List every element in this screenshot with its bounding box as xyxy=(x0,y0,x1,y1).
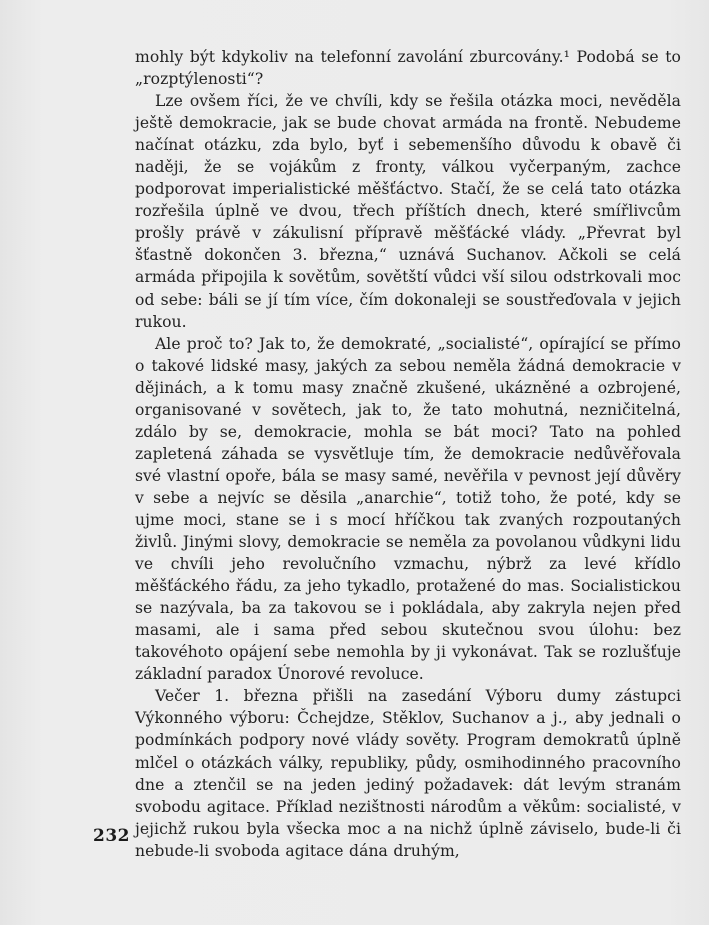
page-number: 232 xyxy=(93,826,130,846)
paragraph-3: Ale proč to? Jak to, že demokraté, „socialisté“, opírající se přímo o takové lidské masy, jakých za sebou neměla žádná demokracie v dějinách, a k tomu masy značně zkušené, ukázněné a ozbrojené, organisované v sovětech, jak to, že tato mohutná, nezničitelná, zdálo by se, demokracie, mohla se bát moci? Tato na pohled zapletená záhada se vysvětluje tím, že demokracie nedůvěřovala své vlastní opoře, bála se masy samé, nevěřila v pevnost její důvěry v sebe a nejvíc se děsila „anarchie“, totiž toho, že poté, kdy se ujme moci, stane se i s mocí hříčkou tak zvaných rozpoutaných živlů. Jinými slovy, demokracie se neměla za povolanou vůdkyni lidu ve chvíli jeho revolučního vzmachu, nýbrž za levé křídlo měšťáckého řádu, za jeho tykadlo, protažené do mas. Socialistickou se nazývala, ba za takovou se i pokládala, aby zakryla nejen před masami, ale i sama před sebou skutečnou svou úlohu: bez takovéhoto opájení sebe nemohla by ji vykonávat. Tak se rozlušťuje základní paradox Únorové revoluce. xyxy=(135,334,681,684)
body-text xyxy=(135,46,681,862)
paragraph-1: mohly být kdykoliv na telefonní zavolání zburcovány.¹ Podobá se to „rozptýlenosti“? xyxy=(135,48,681,89)
paragraph-2: Lze ovšem říci, že ve chvíli, kdy se řešila otázka moci, nevěděla ještě demokracie, jak se bude chovat armáda na frontě. Nebudeme načínat otázku, zda bylo, byť i sebemenšího důvodu k obavě či naději, že se vojákům z fronty, válkou vyčerpaným, zachce podporovat imperialistické měšťáctvo. Stačí, že se celá tato otázka rozřešila úplně ve dvou, třech příštích dnech, které smířlivcům prošly právě v zákulisní přípravě měšťácké vlády. „Převrat byl šťastně dokončen 3. března,“ uznává Suchanov. Ačkoli se celá armáda připojila k sovětům, sovětští vůdci vší silou odstrkovali moc od sebe: báli se jí tím více, čím dokonaleji se soustřeďovala v jejich rukou. xyxy=(135,92,681,331)
paragraph-4: Večer 1. března přišli na zasedání Výboru dumy zástupci Výkonného výboru: Čchejdze, Stěklov, Suchanov a j., aby jednali o podmínkách podpory nové vlády sověty. Program demokratů úplně mlčel o otázkách války, republiky, půdy, osmihodinného pracovního dne a ztenčil se na jeden jediný požadavek: dát levým stranám svobodu agitace. Příklad nezištnosti národům a věkům: socialisté, v jejichž rukou byla všecka moc a na nichž úplně záviselo, bude-li či nebude-li svoboda agitace dána druhým, xyxy=(135,687,681,860)
